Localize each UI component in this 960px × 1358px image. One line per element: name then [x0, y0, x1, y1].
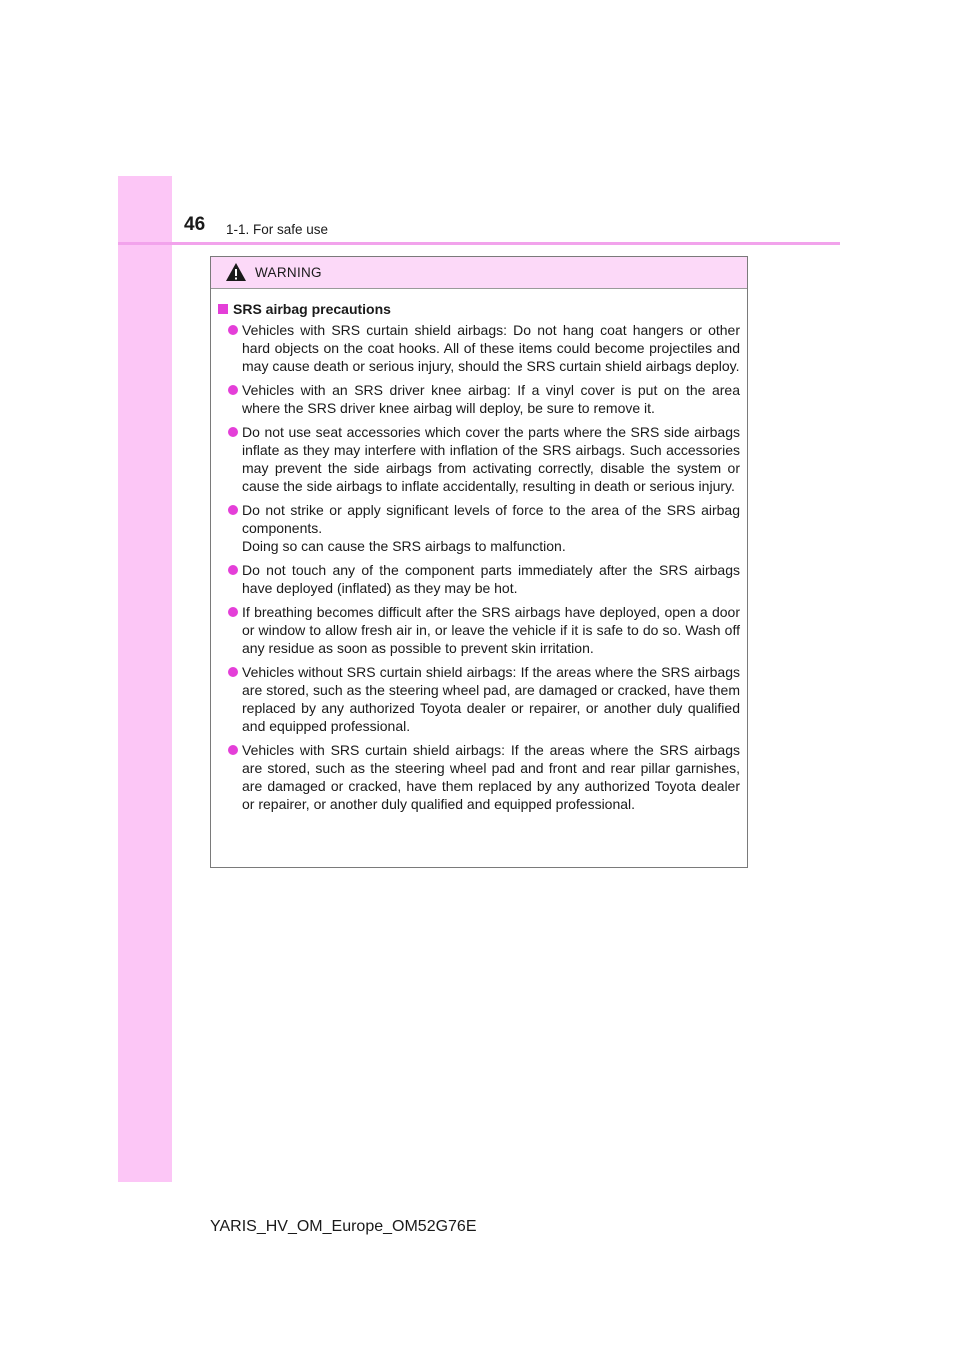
list-item-text: Do not use seat accessories which cover the parts where the SRS side airbags inflate as they may interfere with inflation of the SRS airbags. Such accessories may prevent the side airbags from activating correctly, disable the system or cause the side airbags to inflate accidentally, resulting in death or serious injury.	[242, 424, 740, 494]
bullet-dot-icon	[228, 325, 238, 335]
list-item-text-continued: Doing so can cause the SRS airbags to malfunction.	[242, 538, 566, 554]
section-heading	[217, 300, 741, 318]
list-item	[217, 501, 741, 555]
document-code: YARIS_HV_OM_Europe_OM52G76E	[210, 1218, 477, 1235]
list-item	[217, 603, 741, 657]
warning-title: WARNING	[255, 265, 322, 280]
bullet-dot-icon	[228, 385, 238, 395]
list-item-text: Vehicles with SRS curtain shield airbags: If the areas where the SRS airbags are stored, such as the steering wheel pad and front and rear pillar garnishes, are damaged or cracked, have them replaced by any authorized Toyota dealer or repairer, or another duly qualified and equipped professional.	[242, 742, 740, 812]
list-item-text: If breathing becomes difficult after the SRS airbags have deployed, open a door or window to allow fresh air in, or leave the vehicle if it is safe to do so. Wash off any residue as soon as possible to prevent skin irritation.	[242, 604, 740, 656]
warning-header	[211, 257, 747, 289]
list-item-text: Do not touch any of the component parts immediately after the SRS airbags have deployed (inflated) as they may be hot.	[242, 562, 740, 596]
chapter-side-tab	[118, 176, 172, 1182]
list-item	[217, 423, 741, 495]
page-header	[118, 208, 840, 244]
page-number: 46	[184, 214, 206, 235]
list-item	[217, 663, 741, 735]
warning-body	[211, 289, 747, 813]
bullet-dot-icon	[228, 427, 238, 437]
header-divider	[118, 242, 840, 245]
square-bullet-icon	[218, 304, 228, 314]
section-heading-text: SRS airbag precautions	[233, 301, 391, 317]
bullet-dot-icon	[228, 607, 238, 617]
bullet-dot-icon	[228, 505, 238, 515]
bullet-dot-icon	[228, 565, 238, 575]
warning-triangle-icon	[225, 262, 247, 282]
list-item	[217, 561, 741, 597]
list-item-text: Vehicles with SRS curtain shield airbags: Do not hang coat hangers or other hard objects on the coat hooks. All of these items could become projectiles and may cause death or serious injury, should the SRS curtain shield airbags deploy.	[242, 322, 740, 374]
section-label: 1-1. For safe use	[226, 222, 329, 237]
list-item	[217, 381, 741, 417]
list-item-text: Vehicles with an SRS driver knee airbag: If a vinyl cover is put on the area where the SRS driver knee airbag will deploy, be sure to remove it.	[242, 382, 740, 416]
list-item-text: Vehicles without SRS curtain shield airbags: If the areas where the SRS airbags are stored, such as the steering wheel pad, are damaged or cracked, have them replaced by any authorized Toyota dealer or repairer, or another duly qualified and equipped professional.	[242, 664, 740, 734]
bullet-dot-icon	[228, 667, 238, 677]
list-item	[217, 741, 741, 813]
warning-box	[210, 256, 748, 868]
list-item-text: Do not strike or apply significant levels of force to the area of the SRS airbag components.	[242, 502, 740, 536]
bullet-dot-icon	[228, 745, 238, 755]
list-item	[217, 321, 741, 375]
